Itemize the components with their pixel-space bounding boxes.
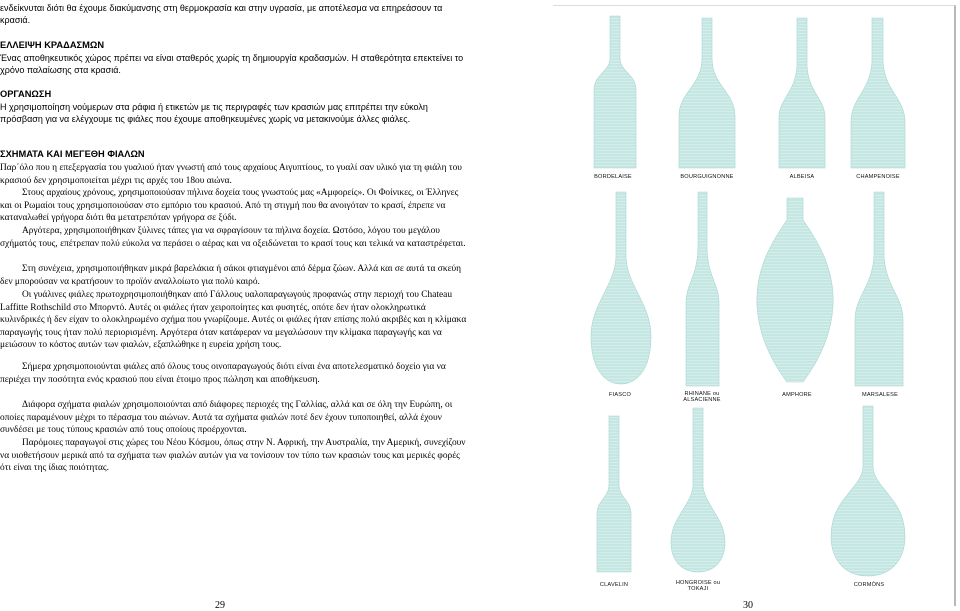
bottle-shapes-paragraph-5: Οι γυάλινες φιάλες πρωτοχρησιμοποιήθηκαν από Γάλλους υαλοπαραγωγούς προφανώς στην περιοχή του Chateau Laffitte Rothschild στο Μπορντό. Αυτές οι φιάλες ήταν χειροποίητες και φυσητές, οπότε δεν ήταν ολοκληρωτικά κυλινδρικές ή δεν είχαν το ολοκληρωμένο σχήμα που γνωρίζουμε. Αυτές οι φιάλες ήταν επίσης πολύ ακριβές και η κλίμακα παραγωγής τους ήταν πολύ περιορισμένη. Αργότερα όταν κατάφεραν να μεγαλώσουν την κλίμακα παραγωγής και να μειώσουν το κόστος αυτών των φιαλών, εξαπλώθηκε η ευρεία χρήση τους. [0,290,467,351]
section-heading-organization: ΟΡΓΑΝΩΣΗ [0,89,52,99]
bottle-shapes-illustration [553,6,954,606]
label-hongroise: HONGROISE ou TOKAJI [675,580,721,592]
fiasco-bottle-shape [591,192,651,384]
bottle-shapes-paragraph-4: Στη συνέχεια, χρησιμοποιήθηκαν μικρά βαρελάκια ή σάκοι φτιαγμένοι από δέρμα ζώων. Αλλά και σε αυτά τα σκεύη δεν μπορούσαν να κρατήσουν το προϊόν αναλλοίωτο για πολύ καιρό. [0,264,462,287]
label-albeisa: ALBEISA [789,174,815,180]
champenoise-bottle-shape [851,18,905,168]
label-clavelin: CLAVELIN [599,582,629,588]
bottle-shapes-paragraph-1: Παρ΄όλο που η επεξεργασία του γυαλιού ήταν γνωστή από τους αρχαίους Αιγυπτίους, το γυαλί σαν υλικό για τη φιάλη του κρασιού δεν χρησιμοποιείται μέχρι τις αρχές του 18ου αιώνα. [0,163,462,186]
hongroise-bottle-shape [671,408,725,572]
label-rhinane: RHINANE ou ALSACIENNE [683,391,721,403]
albeisa-bottle-shape [779,18,825,168]
label-fiasco: FIASCO [608,392,632,398]
bottle-shapes-paragraph-6: Σήμερα χρησιμοποιούνται φιάλες από όλους τους οινοπαραγωγούς διότι είναι ένα αποτελεσματικό δοχείο για να περιέχει την ποσότητα ενός κρασιού που είναι έτοιμο προς πώληση και αποθήκευση. [0,362,446,385]
bordelaise-bottle-shape [594,16,636,168]
section-text-organization: Η χρησιμοποίηση νούμερων στα ράφια ή ετικετών με τις περιγραφές των κρασιών μας επιτρέπει την εύκολη πρόσβαση για να ελέγχουμε τις φιάλες που έχουμε αποθηκευμένες χωρίς να μετακινούμε άλλες φιάλες. [0,102,428,125]
clavelin-bottle-shape [597,416,631,572]
label-cormons: CORMÒNS [853,582,885,588]
page-number-left: 29 [215,600,225,611]
label-bourguignonne: BOURGUIGNONNE [680,174,734,180]
section-heading-vibration: ΕΛΛΕΙΨΗ ΚΡΑΔΑΣΜΩΝ [0,40,105,50]
page-number-right: 30 [743,600,753,611]
intro-paragraph: ενδείκνυται διότι θα έχουμε διακύμανσης στη θερμοκρασία και στην υγρασία, με αποτέλεσμα να επηρεάσουν τα κρασιά. [0,3,443,26]
left-page [0,0,475,611]
bottle-shapes-paragraph-8: Παρόμοιες παραγωγοί στις χώρες του Νέου Κόσμου, όπως στην Ν. Αφρική, την Αυστραλία, την Αμερική, συνεχίζουν να υιοθετήσουν μερικά από τα σχήματα των φιαλών αυτών για να τονίσουν τον τύπο των κρασιών τους και μερικές φορές ότι είναι της ίδιας ποιότητας. [0,438,466,474]
bottle-illustration-plate [553,5,956,606]
bourguignonne-bottle-shape [679,18,735,168]
section-heading-bottle-shapes: ΣΧΗΜΑΤΑ ΚΑΙ ΜΕΓΕΘΗ ΦΙΑΛΩΝ [0,149,145,159]
rhinane-bottle-shape [686,192,719,386]
section-text-vibration: Ένας αποθηκευτικός χώρος πρέπει να είναι σταθερός χωρίς τη δημιουργία κραδασμών. Η σταθερότητα επεκτείνει το χρόνο παλαίωσης στα κρασιά. [0,53,464,76]
bottle-shapes-paragraph-7: Διάφορα σχήματα φιαλών χρησιμοποιούνται από διάφορες περιοχές της Γαλλίας, αλλά και σε όλη την Ευρώπη, οι οποίες παραμένουν μέχρι το πέρασμα του αιώνων. Αυτά τα σχήματα φιαλών ποτέ δεν έχουν τυποποιηθεί, αλλά έχουν συνδέσει με τους τύπους κρασιών από τους οποίους προέρχονται. [0,400,453,436]
bottle-shapes-paragraph-3: Αργότερα, χρησιμοποιήθηκαν ξύλινες τάπες για να σφραγίσουν τα πήλινα δοχεία. Ωστόσο, λόγου του μεγάλου σχήματός τους, επέτρεπαν πολύ εύκολα να περάσει ο αέρας και να οξειδώνεται το κρασί τους και τελικά να καταστρέφεται. [0,226,466,249]
bottle-shapes-paragraph-2: Στους αρχαίους χρόνους, χρησιμοποιούσαν πήλινα δοχεία τους γνωστούς μας «Αμφορείς». Οι Φοίνικες, οι Έλληνες και οι Ρωμαίοι τους χρησιμοποιούσαν στο εμπόριο του κρασιού. Από τη στιγμή που θα ανοιγόταν το κρασί, έπρεπε να καταναλωθεί γρήγορα διότι θα μετατρεπόταν γρήγορα σε ξύδι. [0,188,459,224]
right-page [480,0,960,611]
label-champenoise: CHAMPENOISE [856,174,900,180]
label-marsalese: MARSALESE [862,392,898,398]
marsalese-bottle-shape [855,192,903,386]
label-bordelaise: BORDELAISE [594,174,632,180]
label-amphore: AMPHORE [782,392,812,398]
cormons-bottle-shape [831,406,905,576]
amphore-bottle-shape [757,198,833,382]
